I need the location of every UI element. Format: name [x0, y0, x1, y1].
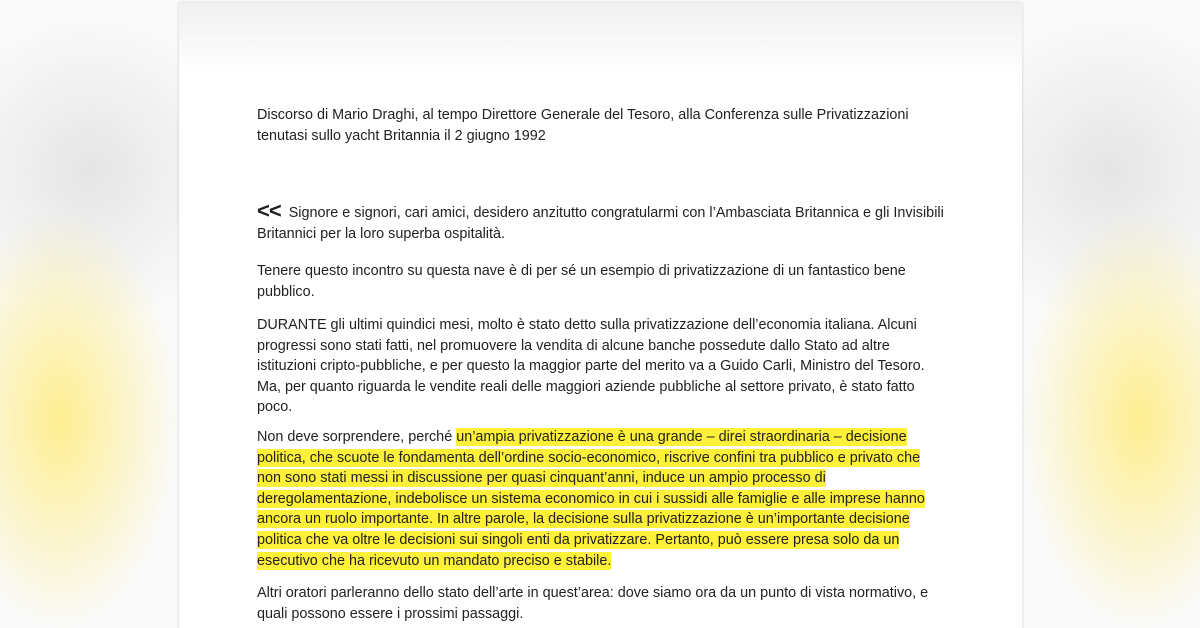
- paragraph-greeting-text: Signore e signori, cari amici, desidero anzitutto congratularmi con l’Ambasciata Britannica e gli Invisibili Britannici per la loro superba ospitalità.: [257, 205, 944, 242]
- paragraph-privatization-progress: DURANTE gli ultimi quindici mesi, molto è stato detto sulla privatizzazione dell’economia italiana. Alcuni progressi sono stati fatti, nel promuovere la vendita di alcune banche possedute dallo Stato ad altre istituzioni cripto-pubbliche, e per questo la maggior parte del merito va a Guido Carli, Ministro del Tesoro. Ma, per quanto riguarda le vendite reali delle maggiori aziende pubbliche al settore privato, è stato fatto poco.: [257, 317, 925, 416]
- paragraph-greeting: [257, 198, 947, 244]
- document-page: [179, 3, 1022, 628]
- paragraph-other-speakers: Altri oratori parleranno dello stato dell’arte in quest’area: dove siamo ora da un punto di vista normativo, e quali possono essere i prossimi passaggi.: [257, 585, 929, 622]
- highlighted-passage: un’ampia privatizzazione è una grande – direi straordinaria – decisione politica, che scuote le fondamenta dell’ordine socio-economico, riscrive confini tra pubblico e privato che non sono stati messi in discussione per quasi cinquant’anni, induce un ampio processo di deregolamentazione, indebolisce un sistema economico in cui i sussidi alle famiglie e alle imprese hanno ancora un ruolo importante. In altre parole, la decisione sulla privatizzazione è un’importante decisione politica che va oltre le decisioni sui singoli enti da privatizzare. Pertanto, può essere presa solo da un esecutivo che ha ricevuto un mandato preciso e stabile.: [257, 429, 925, 569]
- opening-quote-mark: <<: [257, 198, 281, 223]
- document-heading: Discorso di Mario Draghi, al tempo Direttore Generale del Tesoro, alla Conferenza sulle Privatizzazioni tenutasi sullo yacht Britannia il 2 giugno 1992: [257, 107, 909, 144]
- paragraph-political-decision-plain: Non deve sorprendere, perché: [257, 429, 457, 445]
- paragraph-political-decision: [257, 427, 947, 571]
- paragraph-ship: Tenere questo incontro su questa nave è di per sé un esempio di privatizzazione di un fantastico bene pubblico.: [257, 263, 906, 300]
